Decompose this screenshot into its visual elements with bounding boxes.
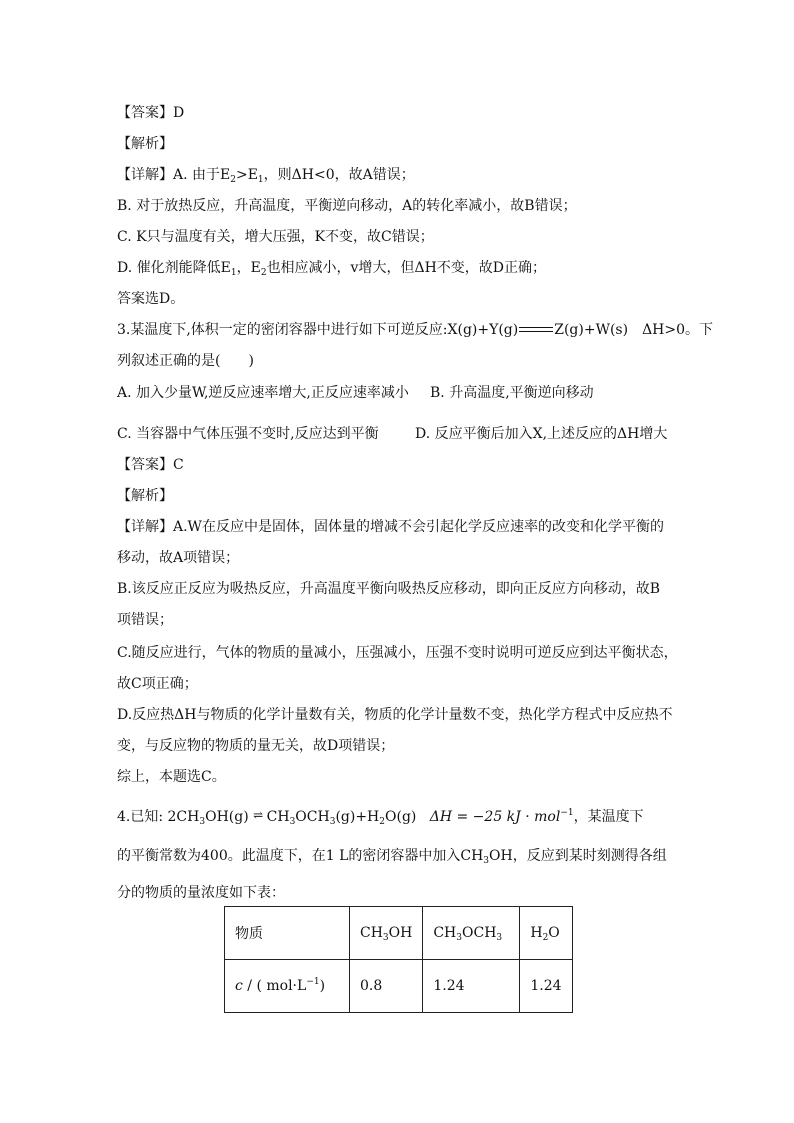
q3-conclusion: 综上，本题选C。	[117, 769, 226, 785]
table-cell: 1.24	[520, 960, 572, 1013]
q4-stem-line2: 的平衡常数为400。此温度下，在1 L的密闭容器中加入$CH_3OH$，反应到某时刻测得各组	[117, 848, 667, 866]
q3-option-a: A. 加入少量W,逆反应速率增大,正反应速率减小	[117, 385, 409, 401]
q3-detail-a-1: 【详解】A.W在反应中是固体，固体量的增减不会引起化学反应速率的改变和化学平衡的	[117, 519, 664, 535]
equilibrium-arrow-icon	[519, 325, 553, 335]
q2-detail-c: C. K只与温度有关，增大压强，K不变，故C错误；	[117, 229, 434, 245]
table-header-cell: $H_2O$	[520, 907, 572, 960]
concentration-table	[224, 906, 573, 1013]
q3-option-b: B. 升高温度,平衡逆向移动	[430, 385, 594, 401]
table-row	[225, 960, 573, 1013]
q3-detail-c-1: C.随反应进行，气体的物质的量减小，压强减小，压强不变时说明可逆反应到达平衡状态，	[117, 645, 678, 661]
q3-stem-line2: 列叙述正确的是( )	[117, 353, 254, 369]
q3-detail-a-2: 移动，故A项错误；	[117, 550, 240, 566]
table-cell: 0.8	[350, 960, 423, 1013]
q2-conclusion: 答案选D。	[117, 291, 185, 307]
q2-detail-b: B. 对于放热反应，升高温度，平衡逆向移动，A的转化率减小，故B错误；	[117, 198, 577, 214]
table-row-label: c / ( $mol\cdot L^{-1}$)	[225, 960, 350, 1013]
q3-option-c: C. 当容器中气体压强不变时,反应达到平衡	[117, 426, 379, 442]
table-header-cell: 物质	[225, 907, 350, 960]
table-header-row	[225, 907, 573, 960]
table-header-cell: $CH_3OH$	[350, 907, 423, 960]
q2-detail-a: 【详解】A. 由于$E_2>E_1$，则ΔH<0，故A错误；	[117, 167, 415, 185]
reversible-arrow-icon: ⇌	[253, 808, 263, 822]
q3-analysis-heading: 【解析】	[117, 488, 173, 504]
q3-stem: 3.某温度下,体积一定的密闭容器中进行如下可逆反应:X(g)+Y(g) Z(g)+W(s) ΔH>0。下	[117, 322, 714, 338]
table-cell: 1.24	[423, 960, 520, 1013]
q2-answer: 【答案】D	[117, 105, 185, 121]
q3-detail-b-1: B.该反应正反应为吸热反应，升高温度平衡向吸热反应移动，即向正反应方向移动，故B	[117, 581, 661, 597]
q3-option-d: D. 反应平衡后加入X,上述反应的ΔH增大	[415, 426, 668, 442]
q4-stem-line3: 分的物质的量浓度如下表：	[117, 885, 285, 901]
q3-detail-d-2: 变，与反应物的物质的量无关，故D项错误；	[117, 738, 395, 754]
q2-detail-d: D. 催化剂能降低$E_1$，$E_2$也相应减小，v增大，但ΔH不变，故D正确；	[117, 260, 547, 278]
q4-stem: 4.已知: $2CH_3OH(g)$ ⇌ $CH_3OCH_3(g)+H_2O(g)$ ΔH = −25 kJ · mol$^{-1}$，某温度下	[117, 805, 644, 827]
q3-detail-b-2: 项错误；	[117, 612, 173, 628]
q3-detail-c-2: 故C项正确；	[117, 676, 198, 692]
q2-analysis-heading: 【解析】	[117, 136, 173, 152]
table-header-cell: $CH_3OCH_3$	[423, 907, 520, 960]
q3-detail-d-1: D.反应热ΔH与物质的化学计量数有关，物质的化学计量数不变，热化学方程式中反应热不	[117, 707, 673, 723]
q3-answer: 【答案】C	[117, 457, 184, 473]
